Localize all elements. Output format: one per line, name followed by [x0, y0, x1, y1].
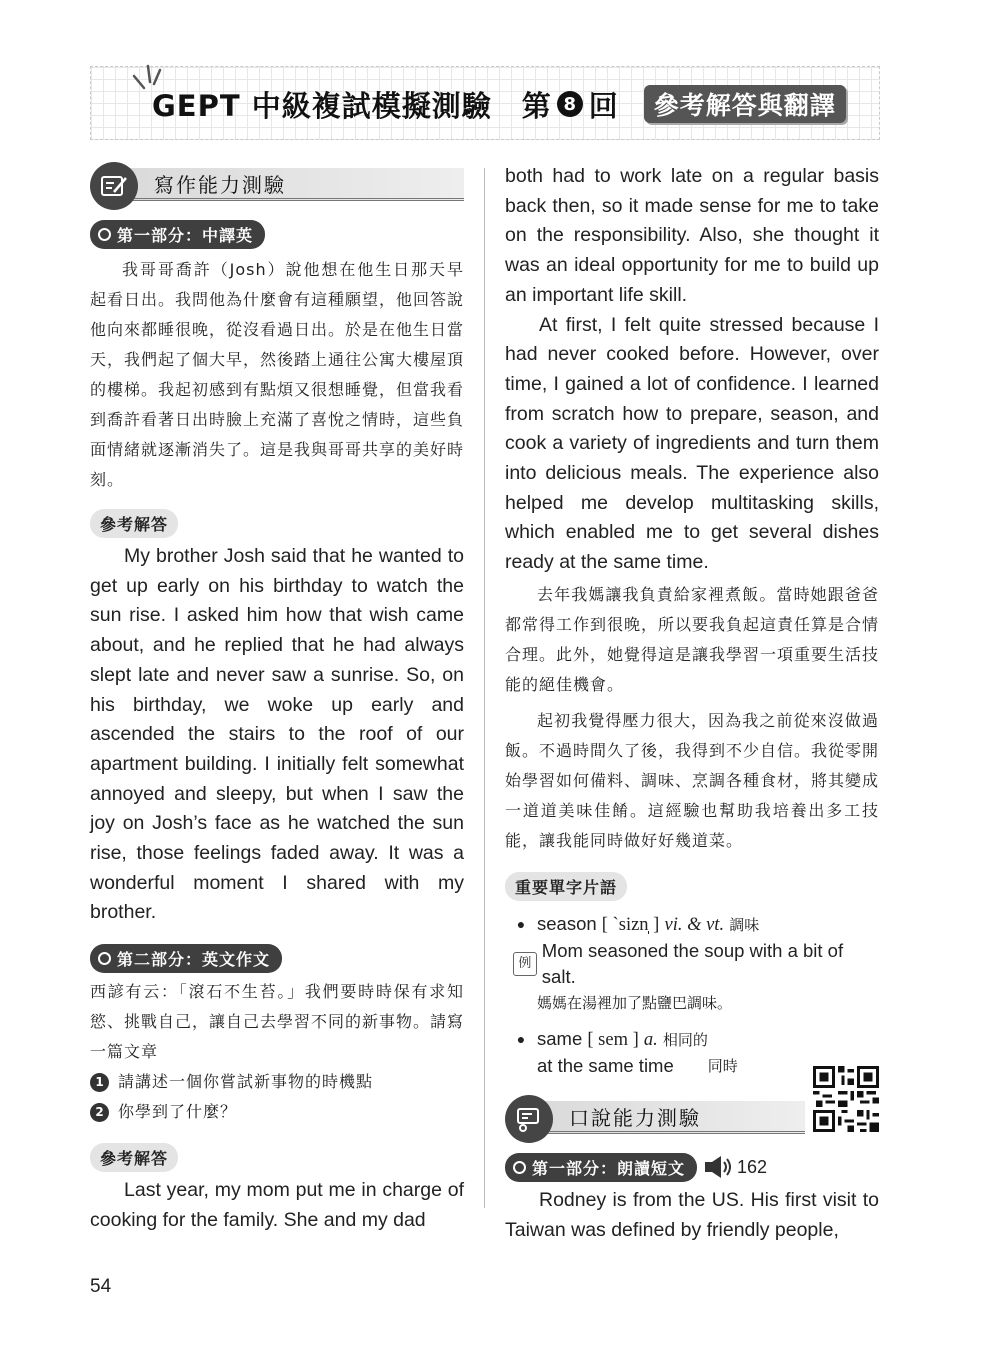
vocab-meaning: 調味 [729, 915, 760, 934]
vocab-phrase-meaning: 同時 [707, 1056, 738, 1075]
list-item: 2 你學到了什麼？ [90, 1097, 464, 1127]
audio-speaker-icon[interactable] [703, 1155, 733, 1179]
speaking-section-header [505, 1095, 805, 1147]
vocab-example [505, 938, 879, 990]
part2-translation-p2: 起初我覺得壓力很大，因為我之前從來沒做過飯。不過時間久了後，我得到不少自信。我從零開始學習如何備料、調味、烹調各種食材，將其變成一道道美味佳餚。這經驗也幫助我培養出多工技能，讓我能同時做好好幾道菜。 [505, 710, 880, 850]
target-dot-icon [98, 228, 111, 241]
part1-answer-label: 參考解答 [90, 509, 178, 538]
part2-label: 第二部分：英文作文 [90, 944, 282, 973]
part2-answer-paragraph2: At first, I felt quite stressed because I had never cooked before. However, over time, I gained a lot of confidence. I learned from scratch how to prepare, season, and cook a variety of ingredients and turn them into delicious meals. The experience also helped me develop multitasking skills, which enabled me to get several dishes ready at the same time. [505, 313, 879, 574]
example-sentence: Mom seasoned the soup with a bit of salt. [541, 939, 844, 987]
bullet-icon: ● [516, 915, 526, 932]
answer-translation-tag: 參考解答與翻譯 [644, 85, 846, 123]
vocab-list [505, 911, 879, 1079]
speaking-section-title: 口說能力測驗 [569, 1105, 701, 1130]
vocab-pos: vi. & vt. [664, 914, 725, 935]
round-number: 8 [557, 91, 583, 117]
vocab-meaning: 相同的 [662, 1030, 708, 1049]
speaking-part1-label: 第一部分：朗讀短文 [505, 1153, 697, 1182]
bullet-icon: ● [516, 1030, 526, 1047]
part2-items [90, 1067, 464, 1127]
part2-answer-label: 參考解答 [90, 1143, 178, 1172]
vocab-phonetic: [ sem ] [587, 1029, 639, 1050]
number-2-icon: 2 [90, 1103, 109, 1122]
example-tag: 例 [513, 952, 537, 976]
writing-section-header [90, 162, 464, 214]
target-dot-icon [98, 952, 111, 965]
vocab-example-zh-row [505, 990, 879, 1016]
writing-icon [90, 162, 138, 210]
speaking-icon [505, 1095, 553, 1143]
target-dot-icon [513, 1161, 526, 1174]
vocab-pos: a. [643, 1029, 658, 1050]
title-text: GEPT 中級複試模擬測驗 [152, 88, 492, 123]
page-number: 54 [90, 1276, 112, 1297]
round-prefix: 第 [521, 88, 551, 123]
left-column [90, 162, 464, 1236]
vocab-word: season [537, 912, 597, 934]
list-item: 1 請講述一個你嘗試新事物的時機點 [90, 1067, 464, 1097]
audio-track-number: 162 [737, 1156, 768, 1177]
part2-prompt: 西諺有云：「滾石不生苔。」我們要時時保有求知慾、挑戰自己，讓自己去學習不同的新事物。請寫一篇文章 [90, 982, 465, 1062]
writing-section-title: 寫作能力測驗 [154, 173, 286, 197]
column-divider [484, 168, 485, 1208]
round-label [522, 84, 618, 125]
vocab-entry [505, 1026, 879, 1053]
part1-prompt: 我哥哥喬許（Josh）說他想在他生日那天早起看日出。我問他為什麼會有這種願望，他回答說他向來都睡很晚，從沒看過日出。於是在他生日當天，我們起了個大早，然後踏上通往公寓大樓屋頂的樓梯。我起初感到有點煩又很想睡覺，但當我看到喬許看著日出時臉上充滿了喜悅之情時，這些負面情緒就逐漸消失了。這是我與哥哥共享的美好時刻。 [90, 260, 465, 489]
speaking-passage: Rodney is from the US. His first visit to Taiwan was defined by friendly people, [505, 1188, 879, 1241]
part1-answer: My brother Josh said that he wanted to get up early on his birthday to watch the sun rise. I asked him how that wish came about, and he replied that he had always slept late and never saw a sunrise. So, on his birthday, we woke up early and ascended the stairs to the roof of our apartment building. I initially felt somewhat annoyed and sleepy, but when I saw the joy on Josh’s face as he watched the sun rise, those feelings faded away. It was a wonderful moment I shared with my brother. [90, 545, 464, 924]
part2-translation-p1: 去年我媽讓我負責給家裡煮飯。當時她跟爸爸都常得工作到很晚，所以要我負起這責任算是合情合理。此外，她覺得這是讓我學習一項重要生活技能的絕佳機會。 [505, 584, 880, 694]
part2-answer-start: Last year, my mom put me in charge of cooking for the family. She and my dad [90, 1179, 464, 1231]
page-title [152, 82, 846, 126]
part2-answer-continued: both had to work late on a regular basis back then, so it made sense for me to take on the responsibility. Also, she thought it was an ideal opportunity for me to build up an important life skill. [505, 165, 879, 306]
vocab-phonetic: [ ˋsizn̩ ] [601, 914, 660, 935]
vocab-label: 重要單字片語 [505, 872, 627, 901]
vocab-entry [505, 911, 879, 938]
vocab-word: same [537, 1027, 583, 1049]
vocab-phrase: at the same time [537, 1054, 674, 1076]
number-1-icon: 1 [90, 1073, 109, 1092]
round-suffix: 回 [588, 88, 618, 123]
example-translation: 媽媽在湯裡加了點鹽巴調味。 [537, 993, 733, 1012]
part1-label: 第一部分：中譯英 [90, 220, 265, 249]
qr-code-icon[interactable] [813, 1066, 879, 1132]
